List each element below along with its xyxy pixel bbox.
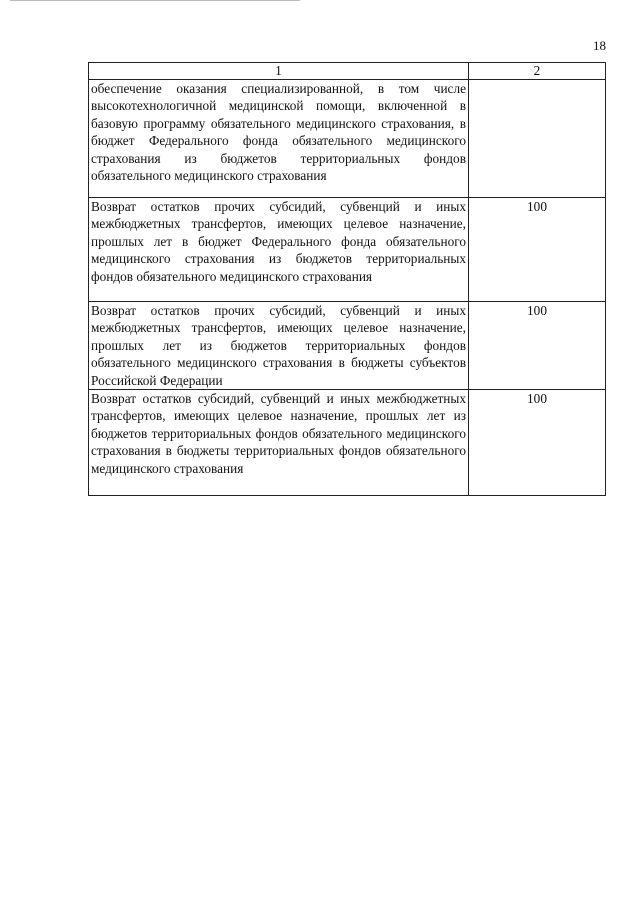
table-header-row [89, 63, 606, 80]
column-header-1: 1 [89, 63, 469, 80]
budget-table [88, 62, 606, 496]
page-number: 18 [593, 38, 606, 53]
row-description: Возврат остатков прочих субсидий, субвенций и иных межбюджетных трансфертов, имеющих целевое назначение, прошлых лет из бюджетов территориальных фондов обязательного медицинского страхования в бюджеты субъектов Российской Федерации [89, 302, 469, 390]
row-description: обеспечение оказания специализированной, в том числе высокотехнологичной медицинской помощи, включенной в базовую программу обязательного медицинского страхования, в бюджет Федерального фонда обязательного медицинского страхования из бюджетов территориальных фондов обязательного медицинского страхования [89, 80, 469, 198]
row-description: Возврат остатков прочих субсидий, субвенций и иных межбюджетных трансфертов, имеющих целевое назначение, прошлых лет в бюджет Федерального фонда обязательного медицинского страхования из бюджетов территориальных фондов обязательного медицинского страхования [89, 198, 469, 302]
column-header-2: 2 [469, 63, 606, 80]
row-value: 100 [469, 390, 606, 496]
table-row [89, 198, 606, 302]
scan-edge-line [10, 0, 300, 1]
table-row [89, 390, 606, 496]
table-row [89, 80, 606, 198]
row-value: 100 [469, 302, 606, 390]
row-description: Возврат остатков субсидий, субвенций и иных межбюджетных трансфертов, имеющих целевое назначение, прошлых лет из бюджетов территориальных фондов обязательного медицинского страхования в бюджеты территориальных фондов обязательного медицинского страхования [89, 390, 469, 496]
row-value: 100 [469, 198, 606, 302]
table-row [89, 302, 606, 390]
row-value [469, 80, 606, 198]
